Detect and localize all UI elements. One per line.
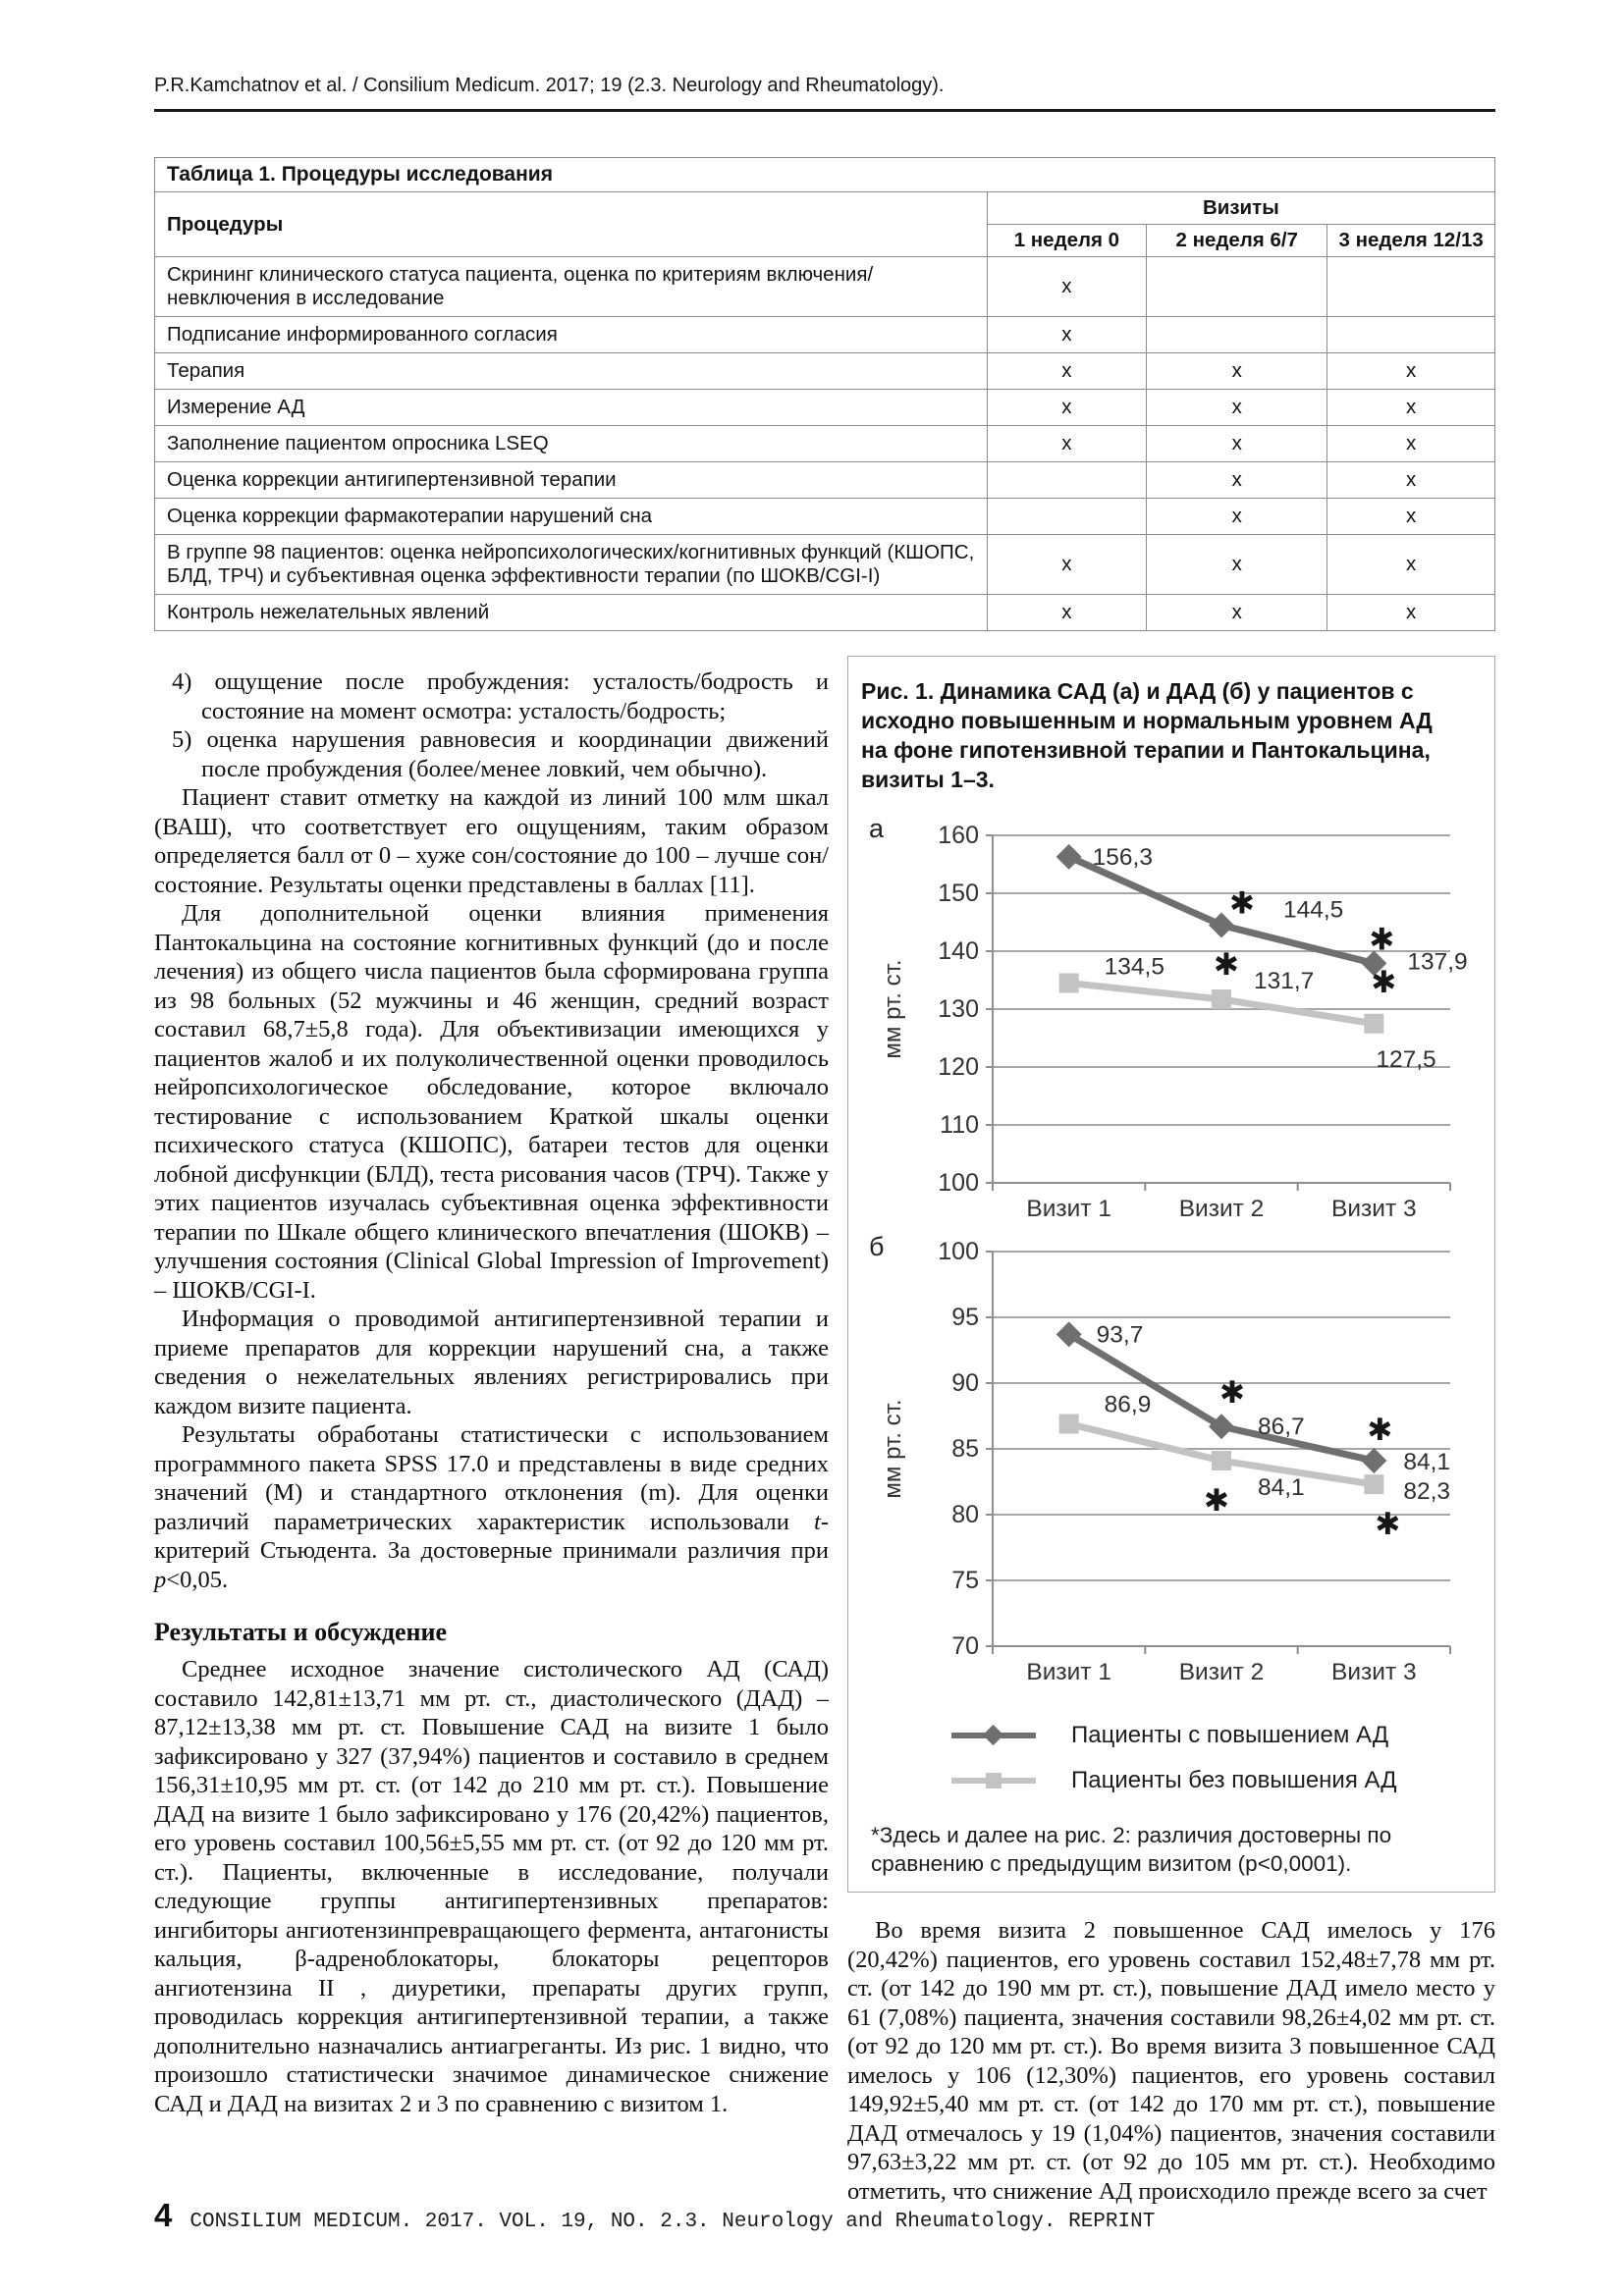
visit-column-header: 3 неделя 12/13 — [1327, 225, 1495, 257]
list-number: 4) — [172, 668, 215, 695]
data-point-marker — [1212, 1451, 1231, 1470]
page-footer — [154, 2197, 1155, 2234]
visit-mark-cell: х — [1327, 499, 1495, 535]
visit-mark-cell: х — [1327, 462, 1495, 499]
visit-mark-cell — [1327, 257, 1495, 317]
procedure-label-cell: Подписание информированного согласия — [155, 317, 988, 353]
data-point-marker — [1364, 1474, 1383, 1494]
visit-mark-cell: х — [1327, 595, 1495, 631]
data-label: 127,5 — [1376, 1045, 1436, 1073]
data-label: 84,1 — [1258, 1474, 1305, 1502]
data-point-marker — [1212, 989, 1231, 1009]
text-segment: t — [814, 1508, 821, 1535]
data-point-marker — [1056, 844, 1082, 870]
body-paragraph — [154, 783, 829, 899]
y-tick-label: 75 — [951, 1567, 979, 1594]
two-column-layout — [154, 656, 1495, 2230]
table-row — [155, 595, 1495, 631]
y-axis-title: мм рт. ст. — [880, 1399, 906, 1499]
table-row — [155, 462, 1495, 499]
visit-mark-cell: х — [987, 257, 1146, 317]
x-tick-label: Визит 1 — [1026, 1659, 1111, 1685]
data-label: 131,7 — [1254, 967, 1315, 994]
running-head: P.R.Kamchatnov et al. / Consilium Medicum. 2017; 19 (2.3. Neurology and Rheumatology). — [154, 75, 1495, 112]
visit-mark-cell — [987, 499, 1146, 535]
x-tick-label: Визит 3 — [1331, 1659, 1417, 1685]
data-point-marker — [1361, 1448, 1386, 1473]
text-segment: <0,0001). — [1257, 1851, 1352, 1876]
procedure-label-cell: Скрининг клинического статуса пациента, оценка по критериям включения/невключения в исследование — [155, 257, 988, 317]
y-tick-label: 70 — [951, 1632, 979, 1660]
body-paragraph — [154, 1420, 829, 1594]
body-paragraph — [154, 1655, 829, 2118]
x-tick-label: Визит 2 — [1178, 1659, 1265, 1685]
y-tick-label: 100 — [938, 1238, 979, 1265]
table-row — [155, 499, 1495, 535]
procedures-table — [154, 157, 1495, 631]
visit-column-header: 2 неделя 6/7 — [1147, 225, 1327, 257]
figure-caption — [861, 676, 1456, 794]
chart-legend — [951, 1717, 1482, 1799]
text-segment: -критерий Стьюдента. За достоверные принимали различия при — [154, 1508, 829, 1564]
text-segment: <0,05. — [166, 1566, 229, 1593]
y-tick-label: 160 — [938, 822, 979, 849]
procedure-label-cell: Оценка коррекции антигипертензивной терапии — [155, 462, 988, 499]
procedure-label-cell: Контроль нежелательных явлений — [155, 595, 988, 631]
text-segment: ощущение после пробуждения: усталость/бодрость и состояние на момент осмотра: усталость/бодрость; — [201, 668, 829, 724]
diamond-marker-icon — [951, 1725, 1036, 1746]
visit-mark-cell: х — [987, 595, 1146, 631]
legend-label: Пациенты без повышения АД — [1071, 1767, 1397, 1793]
journal-footer-line: CONSILIUM MEDICUM. 2017. VOL. 19, NO. 2.3. Neurology and Rheumatology. REPRINT — [189, 2211, 1156, 2233]
procedure-label-cell: Заполнение пациентом опросника LSEQ — [155, 426, 988, 462]
significance-asterisk: ✱ — [1229, 885, 1255, 922]
chart-b-svg — [861, 1238, 1482, 1693]
table-row — [155, 353, 1495, 390]
data-point-marker — [1364, 1014, 1383, 1034]
y-axis-title: мм рт. ст. — [880, 959, 906, 1059]
x-tick-label: Визит 3 — [1331, 1196, 1417, 1222]
y-tick-label: 95 — [951, 1304, 979, 1331]
significance-asterisk: ✱ — [1219, 1375, 1245, 1412]
table-title: Таблица 1. Процедуры исследования — [155, 158, 1495, 192]
visit-mark-cell: х — [987, 535, 1146, 595]
text-segment: p — [1245, 1851, 1258, 1876]
column-header-procedures: Процедуры — [155, 192, 988, 257]
visit-mark-cell: х — [1327, 426, 1495, 462]
list-number: 5) — [172, 726, 207, 753]
text-segment: б — [1229, 678, 1244, 704]
visit-mark-cell — [987, 462, 1146, 499]
data-label: 84,1 — [1403, 1449, 1451, 1476]
text-segment: p — [154, 1566, 167, 1593]
data-point-marker — [1059, 973, 1079, 992]
body-paragraph — [154, 899, 829, 1305]
significance-asterisk: ✱ — [1204, 1483, 1229, 1520]
significance-asterisk: ✱ — [1375, 1507, 1401, 1543]
visit-mark-cell: х — [1147, 353, 1327, 390]
text-segment: Информация о проводимой антигипертензивной терапии и приеме препаратов для коррекции нарушений сна, а также сведения о нежелательных явлениях регистрировались при каждом визите пациента. — [154, 1306, 829, 1419]
table-row — [155, 390, 1495, 426]
y-tick-label: 140 — [938, 937, 979, 965]
column-header-visits: Визиты — [987, 192, 1494, 225]
panel-b — [861, 1232, 1482, 1693]
visit-mark-cell: х — [1147, 462, 1327, 499]
text-segment: оценка нарушения равновесия и координации движений после пробуждения (более/менее ловкий, чем обычно). — [201, 726, 829, 782]
y-tick-label: 85 — [951, 1435, 979, 1463]
body-paragraph — [847, 1916, 1495, 2206]
panel-a — [861, 814, 1482, 1226]
legend-item — [951, 1762, 1482, 1799]
visit-mark-cell — [1327, 317, 1495, 353]
text-segment: Во время визита 2 повышенное САД имелось у 176 (20,42%) пациентов, его уровень составил 152,48±7,78 мм рт. ст. (от 142 до 190 мм рт. ст.), повышение ДАД имело место у 61 (7,08%) пациента, значения составили 98,26±4,02 мм рт. ст. (от 92 до 120 мм рт. ст.). Во время визита 3 повышенное САД имелось у 106 (12,30%) пациентов, его уровень составил 149,92±5,40 мм рт. ст. (от 142 до 170 мм рт. ст.), повышение ДАД отмечалось у 19 (1,04%) пациентов, значения составили 97,63±3,22 мм рт. ст. (от 92 до 105 мм рт. ст.). Необходимо отметить, что снижение АД происходило прежде всего за счет — [847, 1917, 1495, 2205]
table-row — [155, 257, 1495, 317]
visit-mark-cell: х — [1147, 499, 1327, 535]
page-number: 4 — [154, 2197, 173, 2233]
text-segment: ) и ДАД ( — [1132, 678, 1230, 704]
table-row — [155, 535, 1495, 595]
legend-marker-shape — [986, 1773, 1001, 1789]
text-segment: Результаты обработаны статистически с использованием программного пакета SPSS 17.0 и представлены в виде средних значений (М) и стандартного отклонения (m). Для оценки различий параметрических характеристик использовали — [154, 1421, 829, 1535]
table-title-row — [155, 158, 1495, 192]
visit-mark-cell: х — [1147, 426, 1327, 462]
figure-footnote — [861, 1821, 1460, 1878]
x-tick-label: Визит 2 — [1178, 1196, 1265, 1222]
list-item — [154, 725, 829, 783]
data-label: 134,5 — [1104, 953, 1164, 981]
y-tick-label: 120 — [938, 1053, 979, 1081]
figure-1 — [847, 656, 1495, 1893]
left-column — [154, 656, 829, 2230]
visit-mark-cell: х — [987, 390, 1146, 426]
table-header-row — [155, 192, 1495, 225]
legend-label: Пациенты с повышением АД — [1071, 1722, 1389, 1748]
text-segment: Результаты и обсуждение — [154, 1618, 448, 1646]
visit-mark-cell: х — [1327, 353, 1495, 390]
chart-a-svg — [861, 820, 1482, 1226]
visit-mark-cell: х — [1327, 535, 1495, 595]
legend-item — [951, 1717, 1482, 1754]
data-label: 86,7 — [1258, 1414, 1305, 1441]
body-paragraph — [154, 1305, 829, 1420]
text-segment: Для дополнительной оценки влияния применения Пантокальцина на состояние когнитивных функций (до и после лечения) из общего числа пациентов была сформирована группа из 98 больных (52 мужчины и 46 женщин, средний возраст составил 68,7±5,8 года). Для объективизации имеющихся у пациентов жалоб и их полуколичественной оценки проводилось нейропсихологическое обследование, которое включало тестирование с использованием Краткой шкалы оценки психического статуса (КШОПС), батареи тестов для оценки лобной дисфункции (БЛД), теста рисования часов (ТРЧ). Также у этих пациентов изучалась субъективная оценка эффективности терапии по Шкале общего клинического впечатления (ШОКВ) – улучшения состояния (Clinical Global Impression of Improvement) – ШОКВ/CGI-I. — [154, 900, 830, 1304]
visit-mark-cell — [1147, 317, 1327, 353]
y-tick-label: 130 — [938, 995, 979, 1023]
data-label: 86,9 — [1104, 1391, 1152, 1418]
data-label: 93,7 — [1096, 1321, 1144, 1349]
data-label: 137,9 — [1407, 948, 1468, 976]
visit-mark-cell: х — [987, 426, 1146, 462]
legend-marker-shape — [983, 1725, 1003, 1745]
text-segment: Рис. 1. Динамика САД ( — [861, 678, 1120, 704]
y-tick-label: 110 — [940, 1111, 979, 1139]
significance-asterisk: ✱ — [1367, 1413, 1393, 1449]
list-item — [154, 667, 829, 725]
data-label: 82,3 — [1403, 1478, 1451, 1506]
visit-mark-cell: х — [1147, 535, 1327, 595]
y-tick-label: 100 — [938, 1169, 979, 1197]
square-marker-icon — [951, 1770, 1036, 1791]
visit-mark-cell: х — [987, 353, 1146, 390]
y-tick-label: 150 — [938, 880, 979, 907]
data-label: 156,3 — [1092, 843, 1153, 871]
data-point-marker — [1059, 1415, 1079, 1434]
visit-mark-cell: х — [1147, 390, 1327, 426]
visit-mark-cell: х — [1327, 390, 1495, 426]
y-tick-label: 80 — [951, 1501, 979, 1528]
y-tick-label: 90 — [951, 1369, 979, 1397]
visit-mark-cell: х — [1147, 595, 1327, 631]
text-segment: Среднее исходное значение систолического АД (САД) составило 142,81±13,71 мм рт. ст., диастолического (ДАД) – 87,12±13,38 мм рт. ст. Повышение САД на визите 1 было зафиксировано у 327 (37,94%) пациентов и составило в среднем 156,31±10,95 мм рт. ст. (от 142 до 210 мм рт. ст.). Повышение ДАД на визите 1 было зафиксировано у 176 (20,42%) пациентов, его уровень составил 100,56±5,55 мм рт. ст. (от 92 до 120 мм рт. ст.). Пациенты, включенные в исследование, получали следующие группы антигипертензивных препаратов: ингибиторы ангиотензинпревращающего фермента, антагонисты кальция, β-адреноблокаторы, блокаторы рецепторов ангиотензина II , диуретики, препараты других групп, проводилась коррекция антигипертензивной терапии, а также дополнительно назначались антиагреганты. Из рис. 1 видно, что произошло статистически значимое динамическое снижение САД и ДАД на визитах 2 и 3 по сравнению с визитом 1. — [154, 1656, 829, 2117]
significance-asterisk: ✱ — [1214, 946, 1239, 983]
procedure-label-cell: В группе 98 пациентов: оценка нейропсихологических/когнитивных функций (КШОПС, БЛД, ТРЧ) и субъективная оценка эффективности терапии (по ШОКВ/CGI-I) — [155, 535, 988, 595]
visit-mark-cell: х — [987, 317, 1146, 353]
text-segment: ) у пациентов с исходно повышенным и нормальным уровнем АД на фоне гипотензивной терапии и Пантокальцина, визиты 1–3. — [861, 678, 1433, 792]
visit-mark-cell — [1147, 257, 1327, 317]
text-segment: Пациент ставит отметку на каждой из линий 100 млм шкал (ВАШ), что соответствует его ощущениям, таким образом определяется балл от 0 – хуже сон/состояние до 100 – лучше сон/состояние. Результаты оценки представлены в баллах [11]. — [154, 784, 829, 898]
table-row — [155, 317, 1495, 353]
significance-asterisk: ✱ — [1371, 964, 1397, 1000]
table-row — [155, 426, 1495, 462]
procedure-label-cell: Оценка коррекции фармакотерапии нарушений сна — [155, 499, 988, 535]
x-tick-label: Визит 1 — [1026, 1196, 1111, 1222]
significance-asterisk: ✱ — [1369, 922, 1395, 958]
visit-column-header: 1 неделя 0 — [987, 225, 1146, 257]
procedure-label-cell: Измерение АД — [155, 390, 988, 426]
right-column — [847, 656, 1495, 2230]
text-segment: *Здесь и далее на рис. 2: различия достоверны по сравнению с предыдущим визитом ( — [871, 1823, 1392, 1876]
section-heading — [154, 1618, 829, 1647]
panel-a-letter: а — [869, 814, 885, 843]
data-label: 144,5 — [1283, 896, 1344, 924]
panel-b-letter: б — [869, 1232, 885, 1261]
text-segment: а — [1119, 678, 1133, 704]
procedure-label-cell: Терапия — [155, 353, 988, 390]
